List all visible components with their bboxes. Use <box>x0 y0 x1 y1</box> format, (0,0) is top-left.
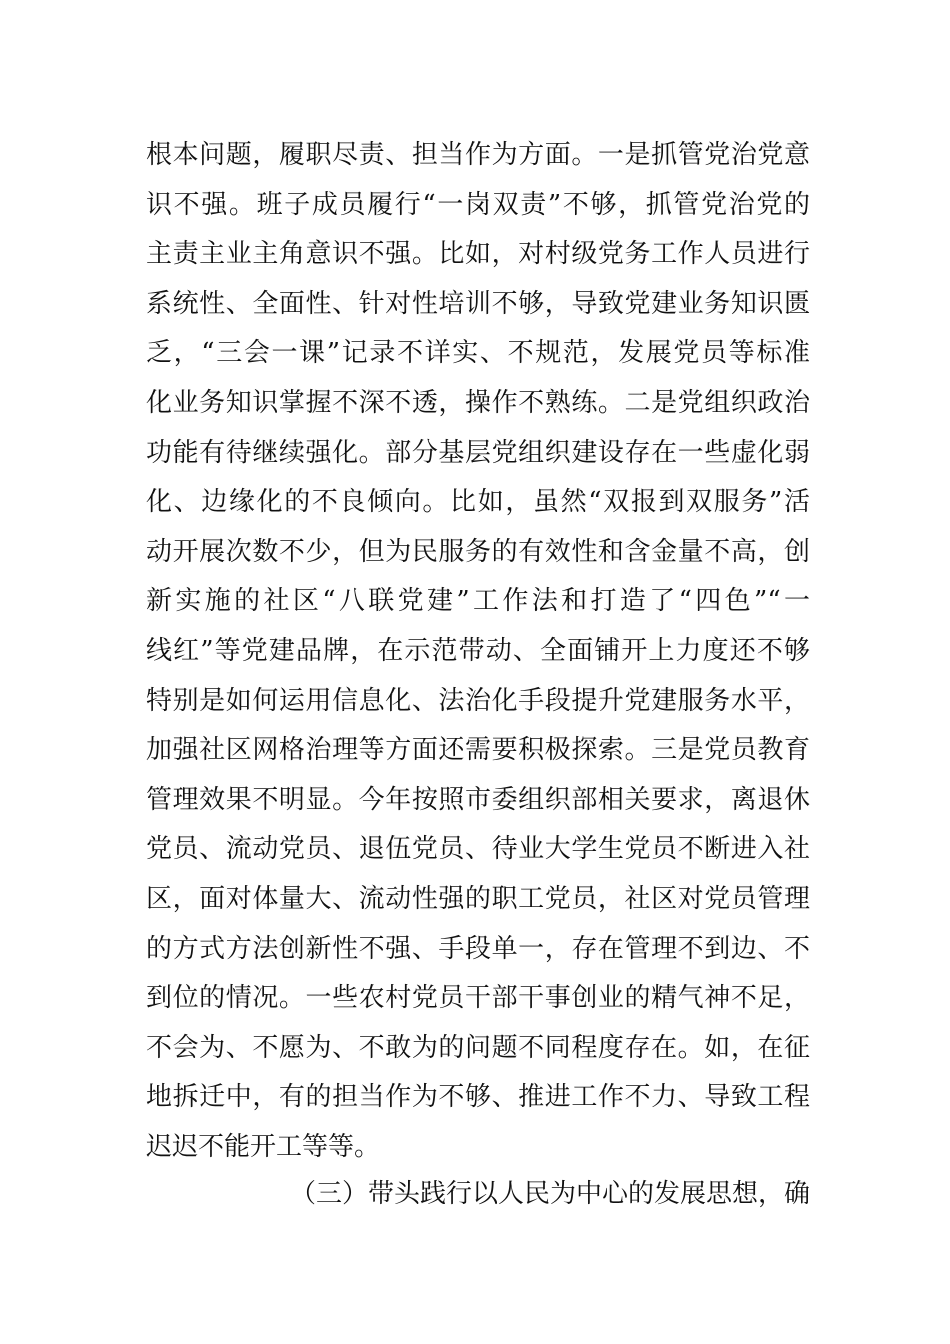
paragraph-line: 系统性、全面性、针对性培训不够，导致党建业务知识匮 <box>146 288 810 319</box>
paragraph-line: 加强社区网格治理等方面还需要积极探索。三是党员教育 <box>146 735 810 766</box>
paragraph-line: 迟迟不能开工等等。 <box>146 1131 381 1162</box>
paragraph-line: 党员、流动党员、退伍党员、待业大学生党员不断进入社 <box>146 834 810 865</box>
body-paragraph <box>146 131 810 1172</box>
paragraph-line: 特别是如何运用信息化、法治化手段提升党建服务水平， <box>146 685 810 716</box>
paragraph-line: 识不强。班子成员履行“一岗双责”不够，抓管党治党的 <box>146 189 810 220</box>
paragraph-line: 区，面对体量大、流动性强的职工党员，社区对党员管理 <box>146 883 810 914</box>
paragraph-line: 新实施的社区“八联党建”工作法和打造了“四色”“一 <box>146 586 810 617</box>
paragraph-line: 地拆迁中，有的担当作为不够、推进工作不力、导致工程 <box>146 1082 810 1113</box>
paragraph-line: 根本问题，履职尽责、担当作为方面。一是抓管党治党意 <box>146 140 810 170</box>
section-heading: （三）带头践行以人民为中心的发展思想，确 <box>289 1179 810 1209</box>
paragraph-line: 化业务知识掌握不深不透，操作不熟练。二是党组织政治 <box>146 387 810 418</box>
paragraph-line: 动开展次数不少，但为民服务的有效性和含金量不高，创 <box>146 536 810 567</box>
paragraph-line: 乏，“三会一课”记录不详实、不规范，发展党员等标准 <box>146 338 810 369</box>
paragraph-line: 的方式方法创新性不强、手段单一，存在管理不到边、不 <box>146 933 810 964</box>
paragraph-line: 管理效果不明显。今年按照市委组织部相关要求，离退休 <box>146 784 810 815</box>
paragraph-line: 到位的情况。一些农村党员干部干事创业的精气神不足， <box>146 983 810 1014</box>
paragraph-line: 化、边缘化的不良倾向。比如，虽然“双报到双服务”活 <box>146 487 810 518</box>
paragraph-line: 主责主业主角意识不强。比如，对村级党务工作人员进行 <box>146 239 810 270</box>
paragraph-line: 不会为、不愿为、不敢为的问题不同程度存在。如，在征 <box>146 1032 810 1063</box>
paragraph-line: 线红”等党建品牌，在示范带动、全面铺开上力度还不够 <box>146 635 810 666</box>
paragraph-line: 功能有待继续强化。部分基层党组织建设存在一些虚化弱 <box>146 437 810 468</box>
